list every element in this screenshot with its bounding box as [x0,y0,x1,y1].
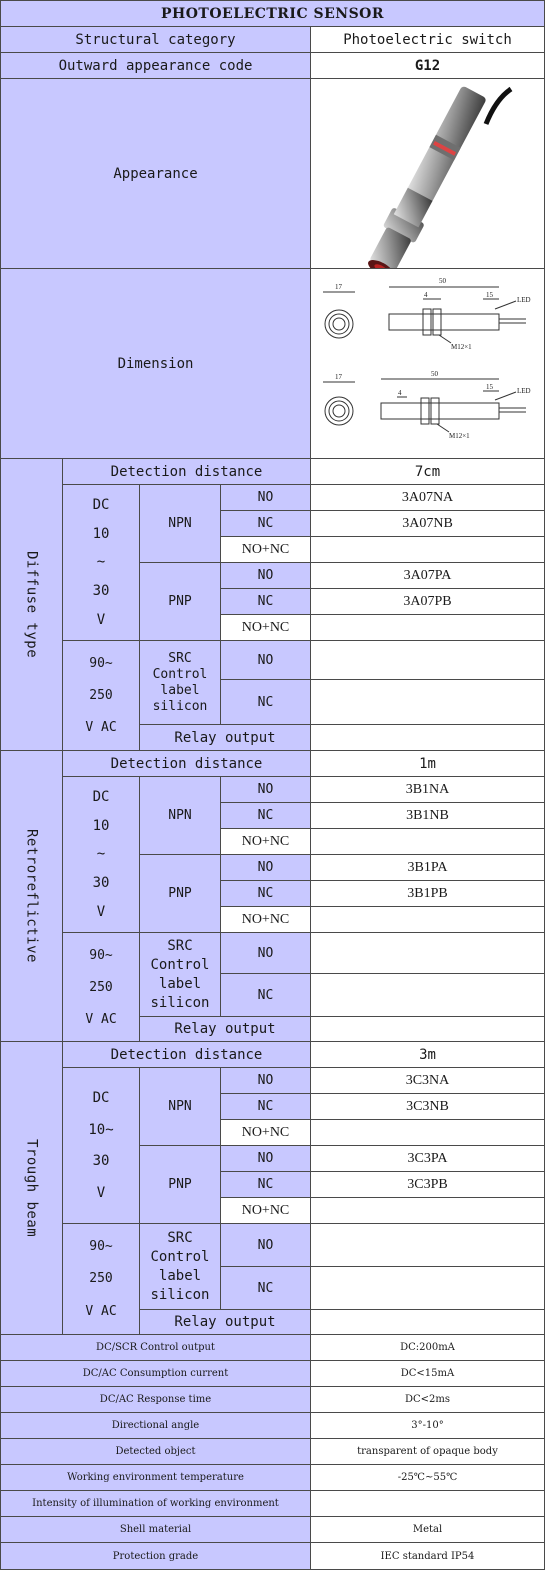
spec-detected-object-label: Detected object [0,1438,311,1465]
diffuse-src-nc-label: NC [220,679,311,725]
retro-pnp-nonc-label: NO+NC [220,906,311,933]
dim-top-17: 17 [335,283,342,291]
trough-pnp-nonc-model [310,1197,545,1224]
retro-pnp-nonc-model [310,906,545,933]
trough-pnp-no-model: 3C3PA [310,1145,545,1172]
retro-src-no-label: NO [220,932,311,974]
spec-consumption-current-label: DC/AC Consumption current [0,1360,311,1387]
retro-pnp-nc-label: NC [220,880,311,907]
retro-src-label: SRC Control label silicon [139,932,221,1017]
diffuse-pnp-nonc-model [310,614,545,641]
retro-dc-voltage: DC 10 ~ 30 V [62,776,140,933]
retro-relay-label: Relay output [139,1016,311,1042]
spec-directional-angle-value: 3°-10° [310,1412,545,1439]
trough-src-no-model [310,1223,545,1267]
sensor-photo-image [311,79,544,268]
spec-shell-material-value: Metal [310,1516,545,1543]
spec-protection-grade-value: IEC standard IP54 [310,1542,545,1570]
spec-illumination-label: Intensity of illumination of working environment [0,1490,311,1517]
diffuse-npn-no-model: 3A07NA [310,484,545,511]
diffuse-relay-label: Relay output [139,724,311,751]
trough-pnp-nc-label: NC [220,1171,311,1198]
dim-top-led: LED [517,296,531,304]
dim-bottom-4: 4 [398,389,402,397]
diffuse-detection-distance-value: 7cm [310,458,545,485]
diffuse-pnp-nc-label: NC [220,588,311,615]
trough-beam-type-label: Trough beam [0,1041,63,1335]
retro-npn-nonc-model [310,828,545,855]
spec-temperature-label: Working environment temperature [0,1464,311,1491]
trough-npn-no-model: 3C3NA [310,1067,545,1094]
retro-pnp-label: PNP [139,854,221,933]
retro-pnp-nc-model: 3B1PB [310,880,545,907]
dim-bottom-50: 50 [431,370,438,378]
spec-illumination-value [310,1490,545,1517]
dimension-drawing-image [311,269,544,458]
appearance-label: Appearance [0,78,311,269]
diffuse-npn-nc-model: 3A07NB [310,510,545,537]
trough-npn-nonc-label: NO+NC [220,1119,311,1146]
retro-npn-no-model: 3B1NA [310,776,545,803]
diffuse-relay-model [310,724,545,751]
dim-top-50: 50 [439,277,446,285]
structural-category-label: Structural category [0,26,311,53]
retro-src-no-model [310,932,545,974]
diffuse-npn-nonc-model [310,536,545,563]
retroreflective-type-label: Retroreflictive [0,750,63,1042]
retro-detection-distance-label: Detection distance [62,750,311,777]
trough-npn-label: NPN [139,1067,221,1146]
diffuse-ac-voltage: 90~ 250 V AC [62,640,140,751]
diffuse-src-no-label: NO [220,640,311,680]
retro-detection-distance-value: 1m [310,750,545,777]
diffuse-pnp-no-label: NO [220,562,311,589]
retro-ac-voltage: 90~ 250 V AC [62,932,140,1042]
retro-npn-nonc-label: NO+NC [220,828,311,855]
dim-bottom-led: LED [517,387,531,395]
diffuse-src-nc-model [310,679,545,725]
spec-shell-material-label: Shell material [0,1516,311,1543]
trough-src-label: SRC Control label silicon [139,1223,221,1310]
diffuse-type-label: Diffuse type [0,458,63,751]
spec-response-time-value: DC<2ms [310,1386,545,1413]
diffuse-pnp-no-model: 3A07PA [310,562,545,589]
diffuse-npn-no-label: NO [220,484,311,511]
structural-category-value: Photoelectric switch [310,26,545,53]
retro-pnp-no-label: NO [220,854,311,881]
dimension-drawing [310,268,545,459]
sensor-photo [310,78,545,269]
diffuse-pnp-label: PNP [139,562,221,641]
diffuse-dc-voltage: DC 10 ~ 30 V [62,484,140,641]
spec-consumption-current-value: DC<15mA [310,1360,545,1387]
spec-response-time-label: DC/AC Response time [0,1386,311,1413]
dim-bottom-17: 17 [335,373,342,381]
trough-pnp-no-label: NO [220,1145,311,1172]
trough-dc-voltage: DC 10~ 30 V [62,1067,140,1224]
retro-npn-label: NPN [139,776,221,855]
trough-ac-voltage: 90~ 250 V AC [62,1223,140,1335]
diffuse-npn-label: NPN [139,484,221,563]
diffuse-npn-nc-label: NC [220,510,311,537]
trough-detection-distance-label: Detection distance [62,1041,311,1068]
retro-npn-nc-model: 3B1NB [310,802,545,829]
dim-top-15: 15 [486,291,493,299]
diffuse-src-label: SRC Control label silicon [139,640,221,725]
trough-relay-label: Relay output [139,1309,311,1335]
diffuse-pnp-nc-model: 3A07PB [310,588,545,615]
trough-detection-distance-value: 3m [310,1041,545,1068]
retro-src-nc-model [310,973,545,1017]
trough-npn-nc-model: 3C3NB [310,1093,545,1120]
retro-src-nc-label: NC [220,973,311,1017]
diffuse-src-no-model [310,640,545,680]
spec-protection-grade-label: Protection grade [0,1542,311,1570]
trough-pnp-nc-model: 3C3PB [310,1171,545,1198]
spec-temperature-value: -25℃~55℃ [310,1464,545,1491]
trough-src-nc-label: NC [220,1266,311,1310]
diffuse-detection-distance-label: Detection distance [62,458,311,485]
spec-control-output-label: DC/SCR Control output [0,1334,311,1361]
retro-npn-nc-label: NC [220,802,311,829]
trough-pnp-nonc-label: NO+NC [220,1197,311,1224]
dim-bottom-15: 15 [486,383,493,391]
dimension-label: Dimension [0,268,311,459]
trough-npn-no-label: NO [220,1067,311,1094]
dim-bottom-thread: M12×1 [449,432,470,440]
trough-relay-model [310,1309,545,1335]
trough-pnp-label: PNP [139,1145,221,1224]
appearance-code-value: G12 [310,52,545,79]
dim-top-thread: M12×1 [451,343,472,351]
spec-control-output-value: DC:200mA [310,1334,545,1361]
trough-npn-nonc-model [310,1119,545,1146]
trough-src-nc-model [310,1266,545,1310]
diffuse-npn-nonc-label: NO+NC [220,536,311,563]
diffuse-pnp-nonc-label: NO+NC [220,614,311,641]
retro-relay-model [310,1016,545,1042]
dim-top-4: 4 [424,291,428,299]
trough-src-no-label: NO [220,1223,311,1267]
spec-detected-object-value: transparent of opaque body [310,1438,545,1465]
trough-npn-nc-label: NC [220,1093,311,1120]
sheet-title: PHOTOELECTRIC SENSOR [0,0,545,27]
retro-pnp-no-model: 3B1PA [310,854,545,881]
spec-directional-angle-label: Directional angle [0,1412,311,1439]
appearance-code-label: Outward appearance code [0,52,311,79]
retro-npn-no-label: NO [220,776,311,803]
